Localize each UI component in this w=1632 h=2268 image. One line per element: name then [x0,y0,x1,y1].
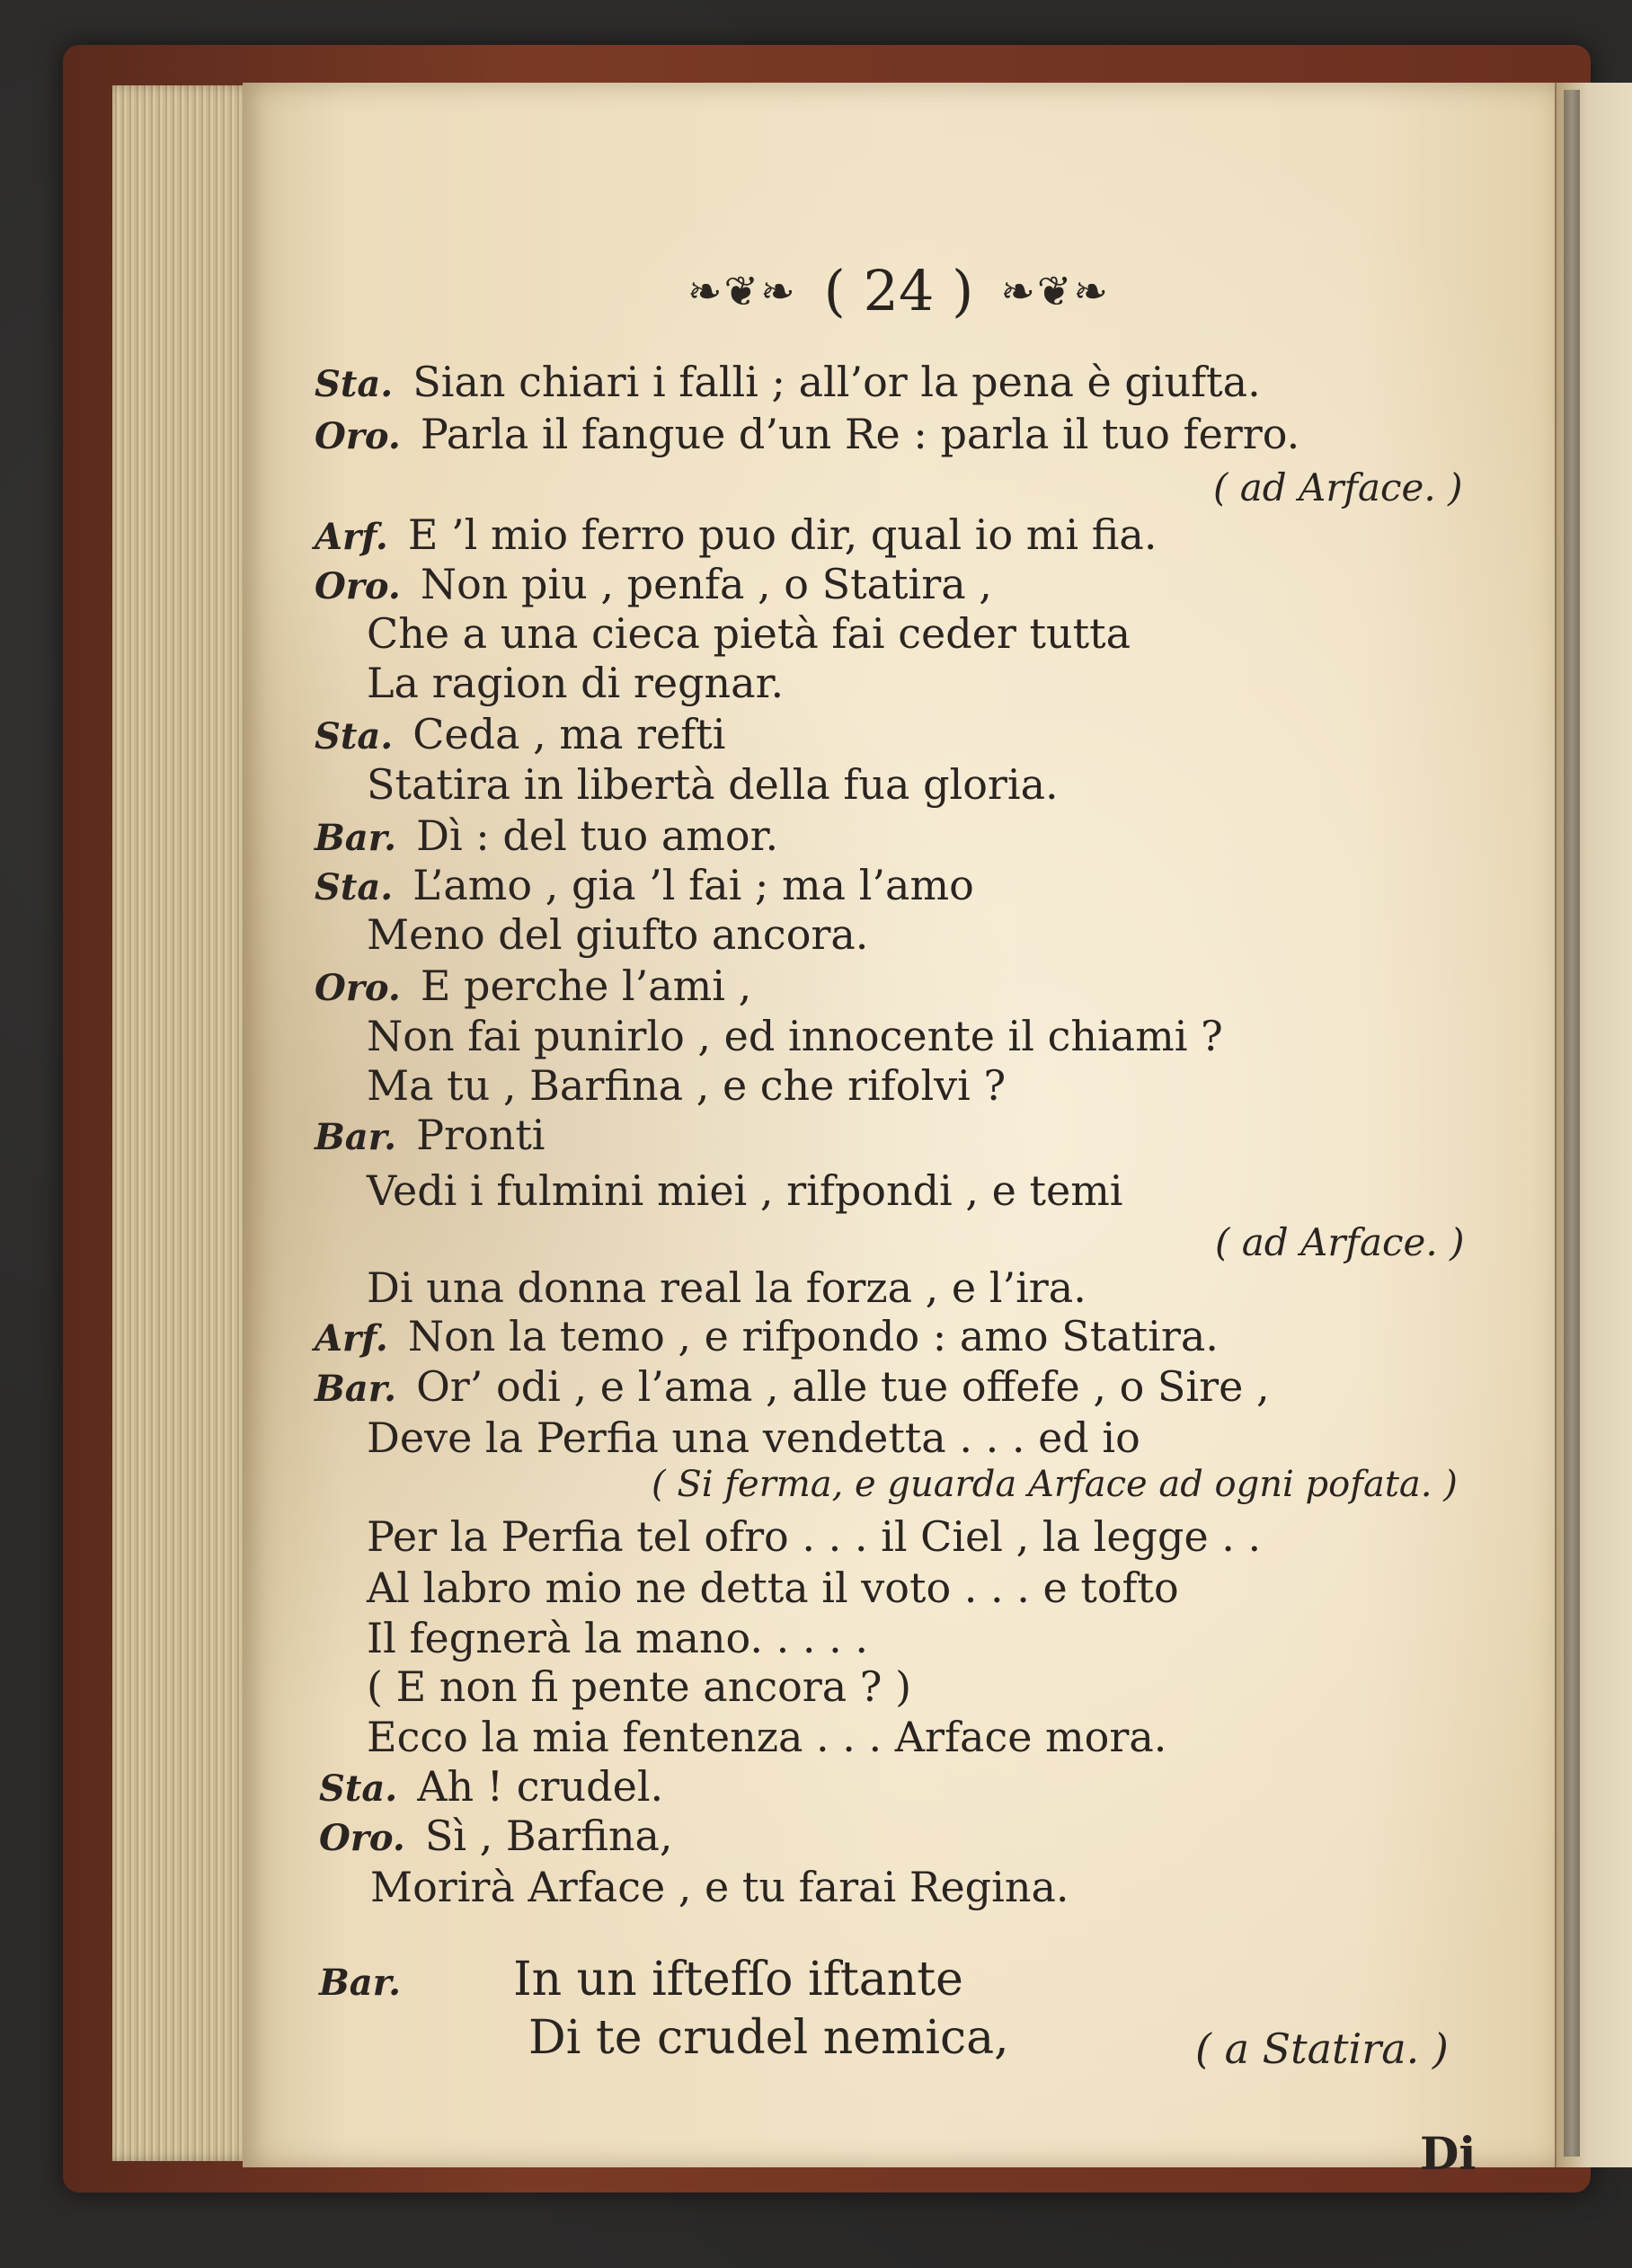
ornament-left-icon: ❧❦❧ [687,266,797,315]
text-line: La ragion di regnar. [367,659,785,707]
page-header [243,258,1555,323]
text-line [315,811,779,860]
glass-clip [1564,90,1580,2157]
speaker-abbrev: Oro. [315,967,401,1009]
speaker-abbrev: Bar. [319,1962,402,2004]
text-line [315,861,974,909]
text-line: Morirà Arface , e tu farai Regina. [370,1863,1069,1911]
text-line: Meno del giufto ancora. [367,910,869,959]
text-line [315,358,1261,406]
stage-direction: ( ad Arface. ) [1213,465,1463,509]
text-line: Ma tu , Barfina , e che rifolvi ? [367,1061,1007,1110]
stage-direction: ( Si ferma, e guarda Arface ad ogni pofata. ) [652,1464,1458,1505]
text-line: Per la Perfia tel ofro . . . il Ciel , la legge . . [367,1512,1262,1561]
line-text: E ’l mio ferro puo dir, qual io mi fia. [407,510,1157,559]
speaker-abbrev: Bar. [315,1116,397,1158]
line-text: Parla il fangue d’un Re : parla il tuo ferro. [420,410,1300,458]
text-line: Che a una cieca pietà fai ceder tutta [367,609,1131,658]
text-line: Di una donna real la forza , e l’ira. [367,1263,1087,1312]
text-line: Statira in libertà della fua gloria. [367,760,1059,809]
text-line [319,1762,664,1811]
book-page [243,83,1555,2180]
text-line [315,560,992,608]
speaker-abbrev: Sta. [315,715,394,757]
speaker-abbrev: Bar. [315,817,397,859]
speaker-abbrev: Arf. [315,516,388,558]
aria-text: Di te crudel nemica, [528,2011,1009,2065]
speaker-abbrev: Sta. [315,866,394,908]
text-line: Vedi i fulmini miei , rifpondi , e temi [367,1166,1123,1215]
line-text: Non piu , penfa , o Statira , [420,560,992,608]
text-line: Al labro mio ne detta il voto . . . e tofto [367,1564,1179,1612]
text-line [315,1362,1270,1411]
text-line: Il fegnerà la mano. . . . . [367,1614,868,1662]
line-text: Sì , Barfina, [424,1812,673,1860]
line-text: L’amo , gia ’l fai ; ma l’amo [412,861,974,909]
aria-text: In un iftefſo iftante [513,1953,963,2007]
speaker-abbrev: Oro. [315,565,401,607]
speaker-abbrev: Oro. [319,1817,405,1859]
text-line [315,510,1157,559]
line-text: E perche l’ami , [420,961,752,1010]
speaker-abbrev: Bar. [315,1368,397,1410]
text-line [315,961,752,1010]
text-line [315,710,726,758]
line-text: Or’ odi , e l’ama , alle tue offefe , o Sire , [416,1362,1270,1411]
catchword: Di [1420,2127,1477,2180]
line-text: Non la temo , e rifpondo : amo Statira. [407,1312,1219,1360]
text-line [315,1312,1219,1360]
page-edges [112,85,256,2161]
stage-direction: ( ad Arface. ) [1215,1220,1465,1264]
ornament-right-icon: ❧❦❧ [1000,266,1110,315]
stage-direction: ( a Statira. ) [1195,2024,1449,2073]
text-line [315,410,1300,458]
text-line [319,1812,673,1860]
speaker-abbrev: Oro. [315,415,401,457]
page-number: ( 24 ) [823,258,974,323]
line-text: Ah ! crudel. [417,1762,664,1811]
line-text: Sian chiari i falli ; all’or la pena è giufta. [412,358,1261,406]
line-text: Dì : del tuo amor. [416,811,779,860]
text-line [319,1953,963,2007]
line-text: Ceda , ma refti [412,710,726,758]
text-line [315,1111,545,1159]
line-text: Pronti [416,1111,545,1159]
speaker-abbrev: Arf. [315,1317,388,1360]
text-line: Ecco la mia fentenza . . . Arface mora. [367,1713,1167,1761]
aside-text: ( E non fi pente ancora ? ) [367,1662,912,1711]
text-line: Deve la Perfia una vendetta . . . ed io [367,1413,1140,1462]
speaker-abbrev: Sta. [315,363,394,405]
speaker-abbrev: Sta. [319,1767,398,1810]
text-line: Non fai punirlo , ed innocente il chiami ? [367,1012,1223,1060]
